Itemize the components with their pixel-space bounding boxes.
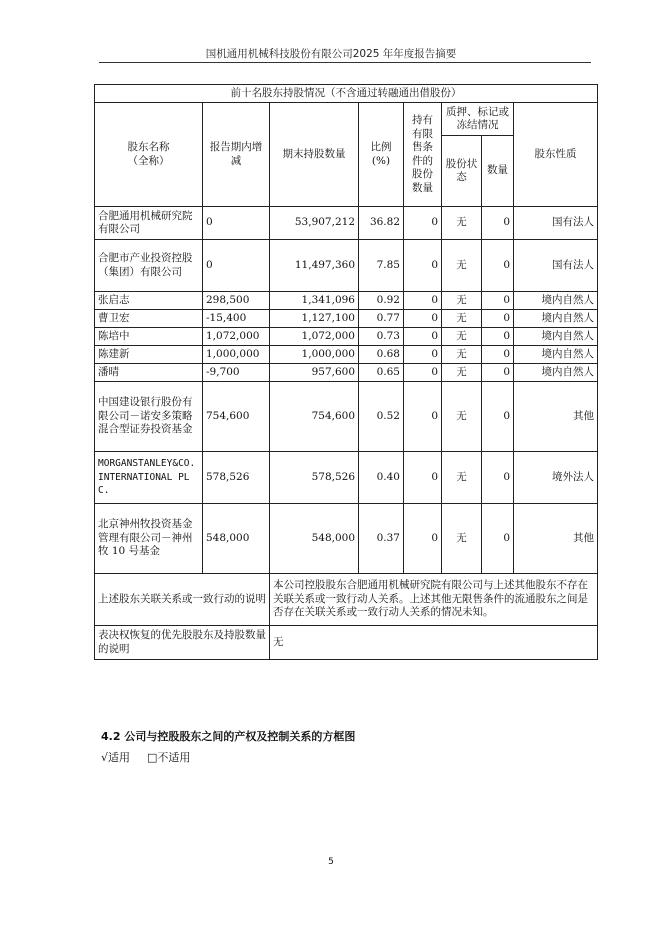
cell-ratio: 0.68 bbox=[359, 346, 404, 364]
cell-restricted: 0 bbox=[404, 504, 442, 574]
cell-end-qty: 1,341,096 bbox=[270, 292, 359, 310]
cell-nature: 境内自然人 bbox=[514, 292, 598, 310]
header-change: 报告期内增减 bbox=[203, 103, 270, 207]
cell-name: 曹卫宏 bbox=[95, 310, 203, 328]
cell-change: 1,000,000 bbox=[203, 346, 270, 364]
table-row bbox=[95, 292, 598, 310]
cell-name: 北京神州牧投资基金管理有限公司－神州牧 10 号基金 bbox=[95, 504, 203, 574]
cell-restricted: 0 bbox=[404, 346, 442, 364]
table-row bbox=[95, 207, 598, 240]
related-parties-row bbox=[95, 574, 598, 626]
cell-change: 0 bbox=[203, 240, 270, 292]
cell-restricted: 0 bbox=[404, 207, 442, 240]
cell-status: 无 bbox=[442, 452, 482, 504]
header-pledge-status: 股份状态 bbox=[442, 136, 482, 207]
header-name bbox=[95, 103, 203, 207]
table-row bbox=[95, 328, 598, 346]
table-row bbox=[95, 504, 598, 574]
cell-nature: 其他 bbox=[514, 504, 598, 574]
cell-name: 陈建新 bbox=[95, 346, 203, 364]
table-row bbox=[95, 382, 598, 452]
cell-restricted: 0 bbox=[404, 240, 442, 292]
header-name-line1: 股东名称 bbox=[127, 141, 170, 153]
cell-status: 无 bbox=[442, 207, 482, 240]
header-nature: 股东性质 bbox=[514, 103, 598, 207]
cell-status: 无 bbox=[442, 328, 482, 346]
page-number: 5 bbox=[328, 857, 334, 867]
cell-nature: 境内自然人 bbox=[514, 346, 598, 364]
cell-name: 中国建设银行股份有限公司－诺安多策略混合型证券投资基金 bbox=[95, 382, 203, 452]
cell-end-qty: 1,000,000 bbox=[270, 346, 359, 364]
cell-ratio: 0.73 bbox=[359, 328, 404, 346]
header-pledge-group: 质押、标记或冻结情况 bbox=[442, 103, 514, 136]
section-title: 4.2 公司与控股股东之间的产权及控制关系的方框图 bbox=[101, 730, 356, 743]
table-row bbox=[95, 346, 598, 364]
cell-qty: 0 bbox=[482, 207, 514, 240]
cell-restricted: 0 bbox=[404, 452, 442, 504]
header-end-qty: 期末持股数量 bbox=[270, 103, 359, 207]
header-restricted: 持有有限售条件的股份数量 bbox=[404, 103, 442, 207]
table-row bbox=[95, 310, 598, 328]
cell-restricted: 0 bbox=[404, 364, 442, 382]
cell-change: 1,072,000 bbox=[203, 328, 270, 346]
option-not-applicable: □不适用 bbox=[147, 751, 191, 764]
header-name-line2: （全称） bbox=[127, 154, 170, 167]
cell-ratio: 0.77 bbox=[359, 310, 404, 328]
cell-end-qty: 11,497,360 bbox=[270, 240, 359, 292]
cell-nature: 境内自然人 bbox=[514, 310, 598, 328]
cell-end-qty: 1,127,100 bbox=[270, 310, 359, 328]
header-ratio-line1: 比例 bbox=[370, 141, 392, 153]
cell-qty: 0 bbox=[482, 452, 514, 504]
cell-qty: 0 bbox=[482, 310, 514, 328]
cell-nature: 国有法人 bbox=[514, 240, 598, 292]
cell-name: 合肥市产业投资控股（集团）有限公司 bbox=[95, 240, 203, 292]
cell-end-qty: 957,600 bbox=[270, 364, 359, 382]
cell-restricted: 0 bbox=[404, 382, 442, 452]
cell-ratio: 0.65 bbox=[359, 364, 404, 382]
cell-qty: 0 bbox=[482, 346, 514, 364]
cell-nature: 境内自然人 bbox=[514, 364, 598, 382]
cell-ratio: 0.52 bbox=[359, 382, 404, 452]
cell-change: 298,500 bbox=[203, 292, 270, 310]
preferred-text: 无 bbox=[270, 626, 598, 660]
cell-qty: 0 bbox=[482, 382, 514, 452]
cell-name: 张启志 bbox=[95, 292, 203, 310]
cell-ratio: 0.40 bbox=[359, 452, 404, 504]
cell-ratio: 36.82 bbox=[359, 207, 404, 240]
option-applicable: √适用 bbox=[101, 751, 131, 764]
cell-ratio: 0.92 bbox=[359, 292, 404, 310]
related-text: 本公司控股股东合肥通用机械研究院有限公司与上述其他股东不存在关联关系或一致行动人关系。上述其他无限售条件的流通股东之间是否存在关联关系或一致行动人关系的情况未知。 bbox=[270, 574, 598, 626]
cell-status: 无 bbox=[442, 382, 482, 452]
cell-change: 578,526 bbox=[203, 452, 270, 504]
table-row bbox=[95, 240, 598, 292]
cell-change: 754,600 bbox=[203, 382, 270, 452]
cell-end-qty: 578,526 bbox=[270, 452, 359, 504]
header-ratio-line2: (%) bbox=[371, 154, 391, 167]
cell-name: 合肥通用机械研究院有限公司 bbox=[95, 207, 203, 240]
header-divider bbox=[99, 62, 591, 63]
cell-status: 无 bbox=[442, 504, 482, 574]
cell-restricted: 0 bbox=[404, 292, 442, 310]
cell-status: 无 bbox=[442, 364, 482, 382]
cell-end-qty: 1,072,000 bbox=[270, 328, 359, 346]
table-row bbox=[95, 364, 598, 382]
cell-nature: 其他 bbox=[514, 382, 598, 452]
cell-nature: 境内自然人 bbox=[514, 328, 598, 346]
header-ratio bbox=[359, 103, 404, 207]
preferred-label: 表决权恢复的优先股股东及持股数量的说明 bbox=[95, 626, 270, 660]
cell-ratio: 7.85 bbox=[359, 240, 404, 292]
cell-qty: 0 bbox=[482, 292, 514, 310]
cell-name: MORGANSTANLEY&CO.INTERNATIONAL PLC. bbox=[95, 452, 203, 504]
cell-status: 无 bbox=[442, 240, 482, 292]
cell-change: 548,000 bbox=[203, 504, 270, 574]
cell-ratio: 0.37 bbox=[359, 504, 404, 574]
cell-status: 无 bbox=[442, 292, 482, 310]
cell-end-qty: 754,600 bbox=[270, 382, 359, 452]
page-header: 国机通用机械科技股份有限公司2025 年年度报告摘要 bbox=[205, 48, 457, 60]
cell-qty: 0 bbox=[482, 328, 514, 346]
cell-status: 无 bbox=[442, 346, 482, 364]
cell-change: -15,400 bbox=[203, 310, 270, 328]
cell-qty: 0 bbox=[482, 240, 514, 292]
cell-end-qty: 548,000 bbox=[270, 504, 359, 574]
table-row bbox=[95, 452, 598, 504]
cell-name: 陈培中 bbox=[95, 328, 203, 346]
cell-nature: 境外法人 bbox=[514, 452, 598, 504]
cell-status: 无 bbox=[442, 310, 482, 328]
cell-name: 潘晴 bbox=[95, 364, 203, 382]
shareholders-table bbox=[94, 84, 598, 660]
cell-restricted: 0 bbox=[404, 310, 442, 328]
preferred-shares-row bbox=[95, 626, 598, 660]
applicability-options bbox=[101, 749, 190, 765]
header-pledge-qty: 数量 bbox=[482, 136, 514, 207]
cell-qty: 0 bbox=[482, 504, 514, 574]
cell-change: 0 bbox=[203, 207, 270, 240]
table-caption: 前十名股东持股情况（不含通过转融通出借股份） bbox=[95, 85, 598, 103]
related-label: 上述股东关联关系或一致行动的说明 bbox=[95, 574, 270, 626]
cell-change: -9,700 bbox=[203, 364, 270, 382]
cell-nature: 国有法人 bbox=[514, 207, 598, 240]
cell-restricted: 0 bbox=[404, 328, 442, 346]
cell-end-qty: 53,907,212 bbox=[270, 207, 359, 240]
cell-qty: 0 bbox=[482, 364, 514, 382]
